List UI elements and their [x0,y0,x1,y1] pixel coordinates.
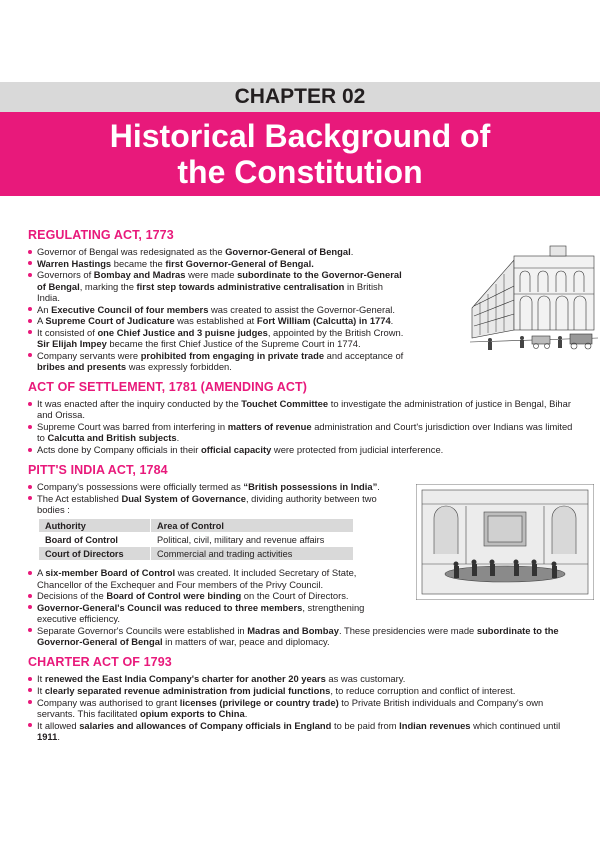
list-item: Acts done by Company officials in their official capacity were protected from judicial interference. [28,444,576,455]
title-line-2: the Constitution [177,154,423,190]
table-header: Area of Control [151,519,354,533]
section-heading-pitts-india-act: PITT'S INDIA ACT, 1784 [28,463,168,478]
table-row [39,547,354,561]
chapter-content [28,228,576,750]
title-line-1: Historical Background of [109,118,491,154]
list-item: It renewed the East India Company's charter for another 20 years as was customary. [28,673,576,684]
list-item: Governors of Bombay and Madras were made subordinate to the Governor-General of Bengal, marking the first step towards administrative centralisation in British India. [28,269,408,303]
charter-act-list [28,673,576,742]
list-item: It clearly separated revenue administration from judicial functions, to reduce corruption and conflict of interest. [28,685,576,696]
table-cell: Political, civil, military and revenue affairs [151,533,354,547]
list-item: The Act established Dual System of Governance, dividing authority between two bodies : [28,493,402,515]
list-item: Warren Hastings became the first Governor-General of Bengal. [28,258,408,269]
chapter-title [0,112,600,196]
section-heading-charter-act-1793: CHARTER ACT OF 1793 [28,655,172,670]
list-item: An Executive Council of four members was created to assist the Governor-General. [28,304,408,315]
list-item: Company was authorised to grant licenses (privilege or country trade) to Private British individuals and Company's own servants. This facilitated opium exports to China. [28,697,576,719]
list-item: Separate Governor's Councils were established in Madras and Bombay. These presidencies were made subordinate to the Governor-General of Bengal in matters of war, peace and diplomacy. [28,625,576,647]
list-item: Governor-General's Council was reduced to three members, strengthening executive efficiency. [28,602,402,624]
list-item: A Supreme Court of Judicature was established at Fort William (Calcutta) in 1774. [28,315,408,326]
pitts-india-act-list-final [28,625,576,647]
list-item: Company servants were prohibited from engaging in private trade and acceptance of bribes and presents was expressly forbidden. [28,350,408,372]
table-row [39,533,354,547]
list-item: Governor of Bengal was redesignated as the Governor-General of Bengal. [28,246,408,257]
list-item: A six-member Board of Control was created. It included Secretary of State, Chancellor of the Exchequer and Four members of the Privy Council. [28,567,402,589]
list-item: It allowed salaries and allowances of Company officials in England to be paid from Indian revenues which continued until 1911. [28,720,576,742]
section-heading-act-of-settlement: ACT OF SETTLEMENT, 1781 (AMENDING ACT) [28,380,308,395]
pitts-india-act-list-continued [28,567,402,624]
section-heading-regulating-act: REGULATING ACT, 1773 [28,228,174,242]
regulating-act-list [28,246,408,372]
table-cell: Commercial and trading activities [151,547,354,561]
list-item: It was enacted after the inquiry conducted by the Touchet Committee to investigate the administration of justice in Bengal, Bihar and Orissa. [28,398,576,420]
table-header: Authority [39,519,151,533]
act-of-settlement-list [28,398,576,455]
list-item: It consisted of one Chief Justice and 3 puisne judges, appointed by the British Crown. Sir Elijah Impey became the first Chief Justice of the Supreme Court in 1774. [28,327,408,349]
table-cell: Board of Control [39,533,151,547]
chapter-label: CHAPTER 02 [0,82,600,112]
dual-governance-table [38,518,354,561]
list-item: Supreme Court was barred from interfering in matters of revenue administration and Court's jurisdiction over Indians was limited to Calcutta and British subjects. [28,421,576,443]
pitts-india-act-list [28,481,402,515]
list-item: Company's possessions were officially termed as “British possessions in India”. [28,481,402,492]
table-header-row [39,519,354,533]
table-cell: Court of Directors [39,547,151,561]
list-item: Decisions of the Board of Control were binding on the Court of Directors. [28,590,402,601]
